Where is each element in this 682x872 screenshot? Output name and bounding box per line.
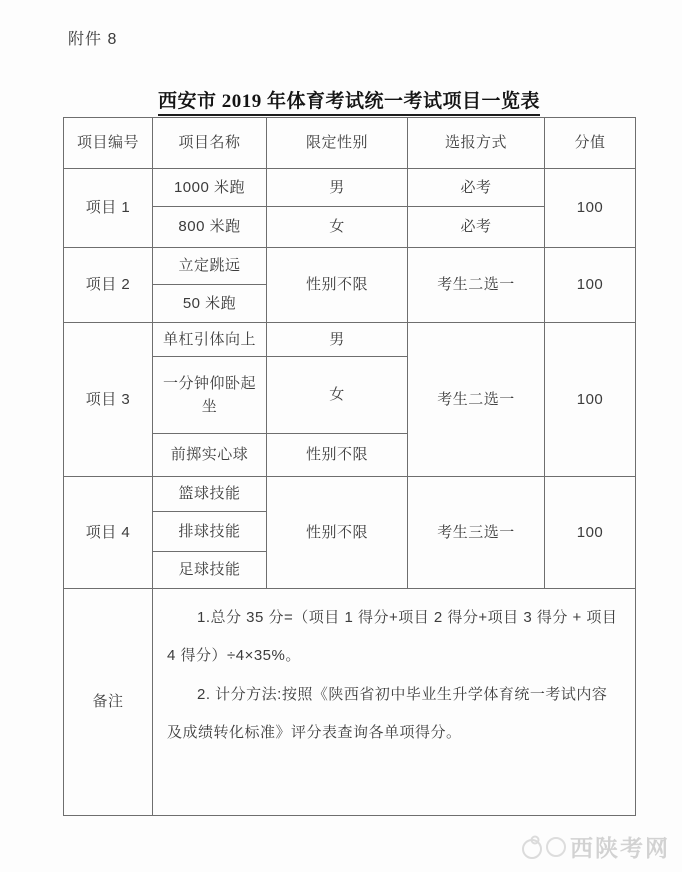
header-selection-method: 选报方式 <box>408 118 545 169</box>
header-item-number: 项目编号 <box>64 118 153 169</box>
attachment-label: 附件 8 <box>68 31 118 48</box>
table-row <box>64 477 636 512</box>
remark-note-2: 2. 计分方法:按照《陕西省初中毕业生升学体育统一考试内容及成绩转化标准》评分表查询各单项得分。 <box>167 685 608 741</box>
cell-item3-method: 考生二选一 <box>408 323 545 477</box>
cell-item3-gender-2: 女 <box>267 357 408 434</box>
cell-item2-gender: 性别不限 <box>267 248 408 323</box>
cell-item4-id: 项目 4 <box>64 477 153 589</box>
header-gender-restriction: 限定性别 <box>267 118 408 169</box>
watermark <box>520 830 670 863</box>
exam-items-table <box>63 117 636 816</box>
table-row <box>64 169 636 207</box>
cell-item2-name-2: 50 米跑 <box>153 285 267 323</box>
cell-item3-score: 100 <box>545 323 636 477</box>
cell-item1-method-1: 必考 <box>408 169 545 207</box>
cell-item3-gender-3: 性别不限 <box>267 434 408 477</box>
cell-item4-name-1: 篮球技能 <box>153 477 267 512</box>
table-row <box>64 323 636 357</box>
page-title: 西安市 2019 年体育考试统一考试项目一览表 <box>158 86 540 116</box>
header-score: 分值 <box>545 118 636 169</box>
cell-item2-name-1: 立定跳远 <box>153 248 267 285</box>
table-row <box>64 248 636 285</box>
cell-item3-id: 项目 3 <box>64 323 153 477</box>
cell-item4-score: 100 <box>545 477 636 589</box>
remark-note-1: 1.总分 35 分=（项目 1 得分+项目 2 得分+项目 3 得分 + 项目 4 得分）÷4×35%。 <box>167 609 618 665</box>
cell-item3-name-3: 前掷实心球 <box>153 434 267 477</box>
cell-item1-gender-2: 女 <box>267 207 408 248</box>
cell-item4-gender: 性别不限 <box>267 477 408 589</box>
cell-item4-method: 考生三选一 <box>408 477 545 589</box>
watermark-text: 西陕考网 <box>570 835 670 861</box>
remark-row <box>64 589 636 816</box>
header-item-name: 项目名称 <box>153 118 267 169</box>
title-container <box>63 86 635 116</box>
cell-item4-name-3: 足球技能 <box>153 552 267 589</box>
cell-item2-score: 100 <box>545 248 636 323</box>
cell-item3-name-2: 一分钟仰卧起坐 <box>153 357 267 434</box>
cell-item3-gender-1: 男 <box>267 323 408 357</box>
cell-item2-id: 项目 2 <box>64 248 153 323</box>
cell-item3-name-1: 单杠引体向上 <box>153 323 267 357</box>
cell-item1-gender-1: 男 <box>267 169 408 207</box>
cell-item2-method: 考生二选一 <box>408 248 545 323</box>
cell-item1-name-2: 800 米跑 <box>153 207 267 248</box>
watermark-logo-icon <box>520 833 566 861</box>
cell-remark-label: 备注 <box>64 589 153 816</box>
cell-item1-name-1: 1000 米跑 <box>153 169 267 207</box>
table-header-row <box>64 118 636 169</box>
cell-remark-content <box>153 589 636 816</box>
cell-item4-name-2: 排球技能 <box>153 512 267 552</box>
cell-item1-score: 100 <box>545 169 636 248</box>
cell-item1-id: 项目 1 <box>64 169 153 248</box>
cell-item1-method-2: 必考 <box>408 207 545 248</box>
